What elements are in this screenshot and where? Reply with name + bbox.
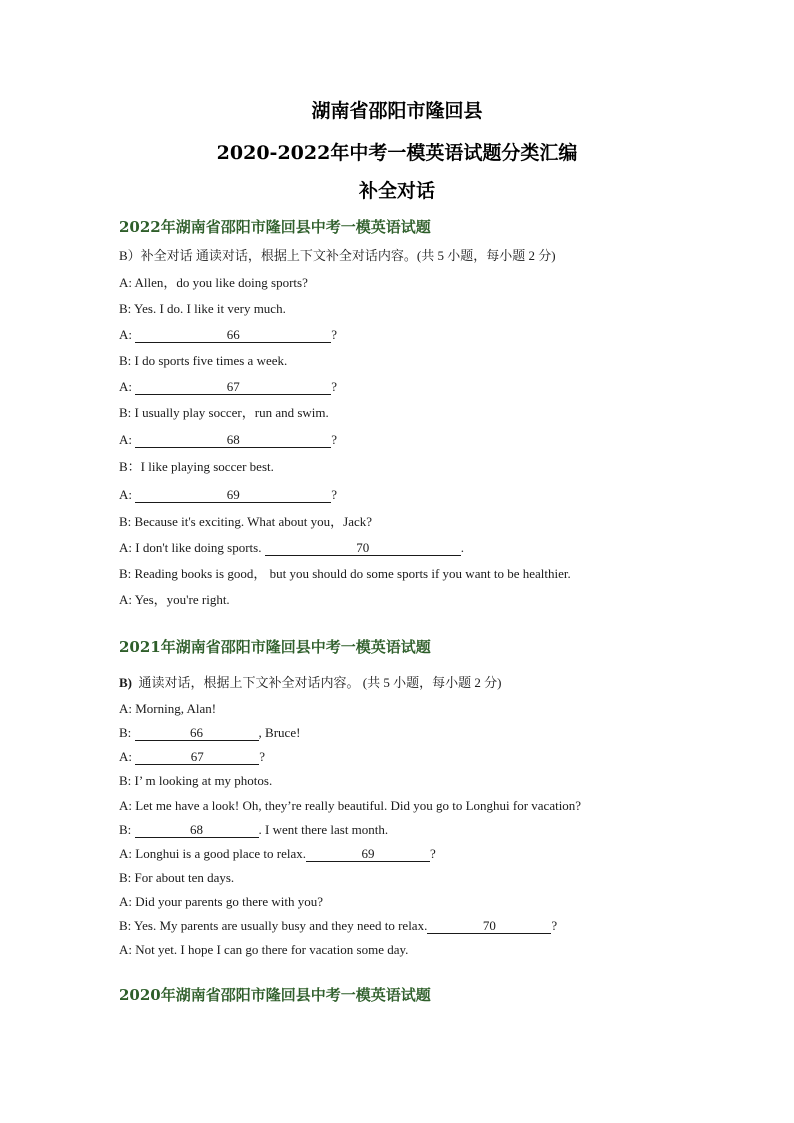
speaker-prefix: A: bbox=[119, 749, 136, 764]
answer-blank: 69 bbox=[306, 847, 430, 862]
dialogue-line: B：I like playing soccer best. bbox=[119, 459, 274, 474]
speaker-prefix: A: bbox=[119, 487, 136, 502]
dialogue-line-blank-66 bbox=[119, 725, 300, 741]
line-suffix: . I went there last month. bbox=[258, 822, 389, 837]
instruction-label: B) bbox=[119, 675, 132, 690]
punctuation: ? bbox=[331, 487, 338, 502]
dialogue-line: A: Allen，do you like doing sports? bbox=[119, 275, 308, 290]
dialogue-line-blank-69 bbox=[119, 487, 337, 503]
title-subject: 2020-2022年中考一模英语试题分类汇编 bbox=[216, 142, 578, 164]
dialogue-line-blank-70 bbox=[119, 540, 464, 556]
answer-blank: 67 bbox=[135, 380, 331, 395]
speaker-prefix: B: Yes. My parents are usually busy and they need to relax. bbox=[119, 918, 428, 933]
dialogue-line: A: Did your parents go there with you? bbox=[119, 894, 323, 909]
dialogue-line-blank-68 bbox=[119, 822, 388, 838]
section-heading-2022: 2022年湖南省邵阳市隆回县中考一模英语试题 bbox=[119, 218, 431, 236]
dialogue-line: B: I usually play soccer，run and swim. bbox=[119, 405, 329, 420]
dialogue-line-blank-69 bbox=[119, 846, 436, 862]
answer-blank: 66 bbox=[135, 328, 331, 343]
instruction-2021 bbox=[119, 675, 501, 691]
dialogue-line: B: I’ m looking at my photos. bbox=[119, 773, 273, 788]
punctuation: . bbox=[460, 540, 464, 555]
answer-blank: 67 bbox=[135, 750, 259, 765]
line-suffix: , Bruce! bbox=[258, 725, 301, 740]
answer-blank: 69 bbox=[135, 488, 331, 503]
punctuation: ? bbox=[331, 327, 338, 342]
punctuation: ? bbox=[331, 432, 338, 447]
dialogue-line-blank-68 bbox=[119, 432, 337, 448]
dialogue-line: B: Because it's exciting. What about you，Jack? bbox=[119, 514, 373, 529]
speaker-prefix: A: bbox=[119, 432, 136, 447]
dialogue-line-blank-67 bbox=[119, 379, 337, 395]
dialogue-line: B: For about ten days. bbox=[119, 870, 235, 885]
title-topic: 补全对话 bbox=[358, 180, 435, 202]
dialogue-line: B: Reading books is good， but you should do some sports if you want to be healthier. bbox=[119, 566, 571, 581]
answer-blank: 68 bbox=[135, 823, 259, 838]
section-heading-2021: 2021年湖南省邵阳市隆回县中考一模英语试题 bbox=[119, 638, 431, 656]
speaker-prefix: A: Longhui is a good place to relax. bbox=[119, 846, 307, 861]
punctuation: ? bbox=[551, 918, 558, 933]
dialogue-line: A: Yes，you're right. bbox=[119, 592, 230, 607]
punctuation: ? bbox=[430, 846, 436, 861]
section-heading-2020: 2020年湖南省邵阳市隆回县中考一模英语试题 bbox=[119, 986, 431, 1004]
dialogue-line: A: Let me have a look! Oh, they’re really beautiful. Did you go to Longhui for vacation? bbox=[119, 798, 582, 813]
answer-blank: 70 bbox=[427, 919, 551, 934]
dialogue-line-blank-67 bbox=[119, 749, 265, 765]
speaker-prefix: A: bbox=[119, 379, 136, 394]
title-region: 湖南省邵阳市隆回县 bbox=[311, 100, 483, 122]
dialogue-line-blank-66 bbox=[119, 327, 337, 343]
answer-blank: 66 bbox=[135, 726, 259, 741]
dialogue-line: B: Yes. I do. I like it very much. bbox=[119, 301, 286, 316]
instruction-text: 通读对话，根据上下文补全对话内容。 (共 5 小题，每小题 2 分) bbox=[138, 675, 502, 690]
dialogue-line: B: I do sports five times a week. bbox=[119, 353, 288, 368]
punctuation: ? bbox=[259, 749, 266, 764]
speaker-prefix: B: bbox=[119, 822, 135, 837]
speaker-prefix: A: I don't like doing sports. bbox=[119, 540, 265, 555]
speaker-prefix: B: bbox=[119, 725, 135, 740]
punctuation: ? bbox=[331, 379, 338, 394]
speaker-prefix: A: bbox=[119, 327, 136, 342]
dialogue-line: A: Morning, Alan! bbox=[119, 701, 217, 716]
answer-blank: 68 bbox=[135, 433, 331, 448]
instruction-2022: B）补全对话 通读对话，根据上下文补全对话内容。(共 5 小题，每小题 2 分) bbox=[119, 248, 556, 263]
dialogue-line: A: Not yet. I hope I can go there for vacation some day. bbox=[119, 942, 409, 957]
dialogue-line-blank-70 bbox=[119, 918, 557, 934]
answer-blank: 70 bbox=[265, 541, 461, 556]
